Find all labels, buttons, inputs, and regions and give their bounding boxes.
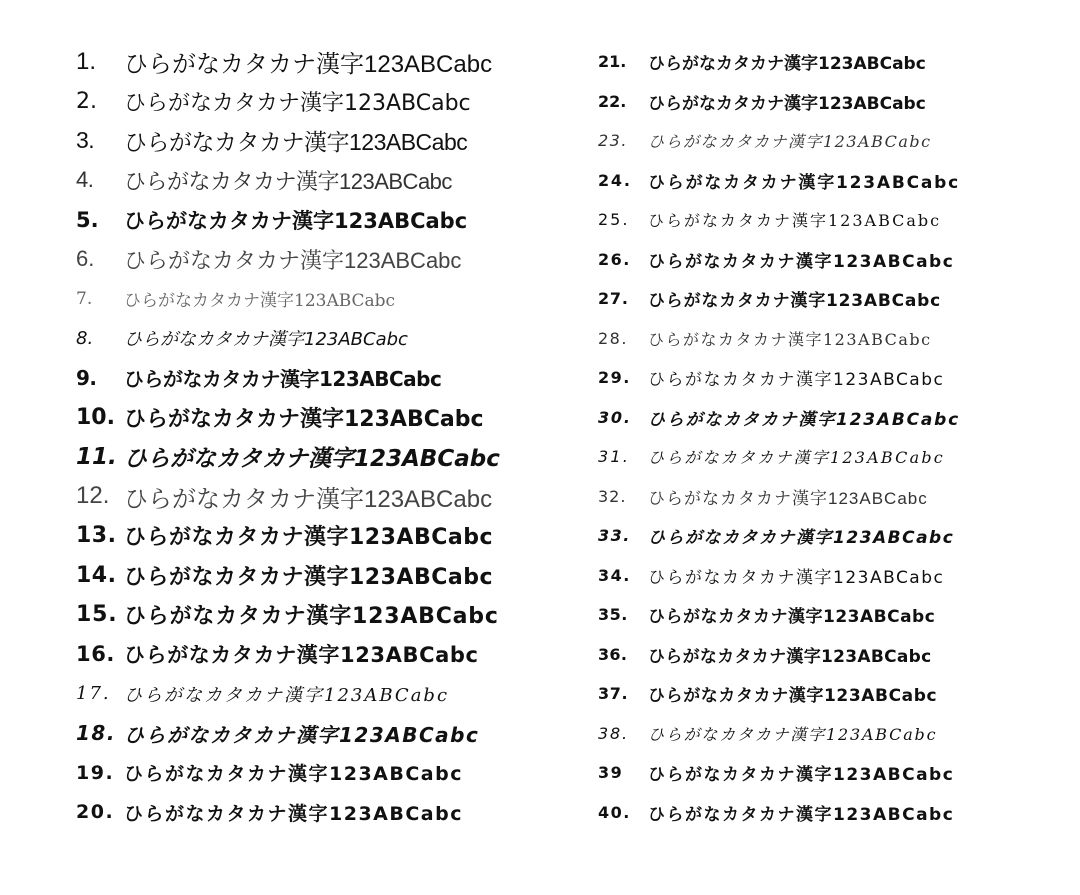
sample-text: ひらがなカタカナ漢字123ABCabc [124, 564, 493, 590]
sample-text: ひらがなカタカナ漢字123ABCabc [648, 528, 955, 549]
font-sample-23 [598, 121, 998, 161]
sample-number: 8. [76, 327, 94, 349]
font-sample-29 [598, 358, 998, 398]
sample-number: 30. [598, 407, 632, 427]
sample-text: ひらがなカタカナ漢字123ABCabc [124, 525, 493, 551]
sample-number: 24. [598, 170, 632, 190]
sample-text: ひらがなカタカナ漢字123ABCabc [648, 686, 938, 707]
sample-text: ひらがなカタカナ漢字123ABCabc [648, 765, 955, 786]
sample-text: ひらがなカタカナ漢字123ABCabc [648, 607, 936, 628]
font-sample-31 [598, 437, 998, 477]
font-sample-5 [76, 200, 576, 240]
sample-number: 32. [598, 486, 627, 506]
sample-number: 27. [598, 289, 629, 309]
sample-number: 20. [76, 801, 115, 824]
sample-text: ひらがなカタカナ漢字123ABCabc [648, 804, 955, 825]
sample-number: 3. [76, 127, 95, 154]
font-sample-39 [598, 753, 998, 793]
font-sample-30 [598, 398, 998, 438]
font-sample-3 [76, 121, 576, 161]
sample-number: 9. [76, 365, 97, 390]
font-sample-17 [76, 674, 576, 714]
font-sample-9 [76, 358, 576, 398]
sample-text: ひらがなカタカナ漢字123ABCabc [648, 291, 941, 312]
sample-number: 37. [598, 684, 629, 704]
sample-number: 36. [598, 644, 628, 664]
sample-text: ひらがなカタカナ漢字123ABCabc [648, 54, 926, 75]
sample-number: 5. [76, 207, 99, 232]
sample-number: 31. [598, 447, 631, 467]
sample-text: ひらがなカタカナ漢字123ABCabc [124, 446, 500, 473]
sample-text: ひらがなカタカナ漢字123ABCabc [124, 643, 479, 668]
font-sample-15 [76, 595, 576, 635]
sample-number: 33. [598, 526, 631, 546]
font-sample-4 [76, 161, 576, 201]
font-sample-26 [598, 240, 998, 280]
font-sample-1 [76, 42, 576, 82]
sample-number: 21. [598, 52, 627, 72]
sample-number: 6. [76, 246, 95, 272]
sample-number: 14. [76, 562, 117, 588]
sample-text: ひらがなカタカナ漢字123ABCabc [124, 129, 468, 156]
sample-text: ひらがなカタカナ漢字123ABCabc [124, 367, 442, 392]
sample-text: ひらがなカタカナ漢字123ABCabc [648, 370, 945, 391]
sample-text: ひらがなカタカナ漢字123ABCabc [124, 684, 450, 706]
sample-text: ひらがなカタカナ漢字123ABCabc [124, 208, 468, 233]
font-sample-37 [598, 674, 998, 714]
font-sample-25 [598, 200, 998, 240]
sample-text: ひらがなカタカナ漢字123ABCabc [648, 132, 932, 152]
font-sample-38 [598, 714, 998, 754]
font-sample-12 [76, 477, 576, 517]
font-sample-27 [598, 279, 998, 319]
sample-text: ひらがなカタカナ漢字123ABCabc [648, 646, 932, 667]
sample-number: 17. [76, 683, 111, 705]
sample-number: 19. [76, 761, 115, 784]
sample-text: ひらがなカタカナ漢字123ABCabc [124, 722, 480, 747]
font-samples-right-column [598, 42, 998, 832]
sample-text: ひらがなカタカナ漢字123ABCabc [648, 211, 942, 231]
font-sample-33 [598, 516, 998, 556]
sample-text: ひらがなカタカナ漢字123ABCabc [124, 51, 493, 79]
sample-number: 16. [76, 642, 116, 667]
font-sample-8 [76, 319, 576, 359]
font-sample-7 [76, 279, 576, 319]
sample-number: 39 [598, 763, 624, 783]
sample-number: 11. [76, 443, 117, 470]
sample-text: ひらがなカタカナ漢字123ABCabc [648, 251, 955, 272]
font-sample-36 [598, 635, 998, 675]
sample-number: 10. [76, 404, 115, 430]
font-sample-32 [598, 477, 998, 517]
sample-text: ひらがなカタカナ漢字123ABCabc [124, 604, 499, 630]
sample-number: 2. [76, 88, 97, 114]
sample-number: 7. [76, 288, 93, 309]
sample-number: 25. [598, 210, 630, 230]
font-sample-35 [598, 595, 998, 635]
sample-text: ひらがなカタカナ漢字123ABCabc [124, 763, 463, 786]
sample-text: ひらがなカタカナ漢字123ABCabc [648, 329, 932, 349]
sample-number: 4. [76, 167, 94, 193]
font-samples-left-column [76, 42, 576, 832]
font-sample-6 [76, 240, 576, 280]
font-sample-34 [598, 556, 998, 596]
sample-text: ひらがなカタカナ漢字123ABCabc [124, 406, 484, 432]
font-sample-10 [76, 398, 576, 438]
sample-number: 34. [598, 565, 631, 585]
sample-number: 13. [76, 523, 117, 549]
sample-number: 29. [598, 368, 631, 388]
sample-number: 12. [76, 482, 110, 510]
font-sample-22 [598, 82, 998, 122]
sample-text: ひらがなカタカナ漢字123ABCabc [648, 488, 928, 508]
sample-text: ひらがなカタカナ漢字123ABCabc [648, 448, 945, 468]
sample-number: 26. [598, 249, 631, 269]
sample-number: 1. [76, 47, 97, 75]
sample-text: ひらがなカタカナ漢字123ABCabc [124, 247, 462, 273]
font-sample-21 [598, 42, 998, 82]
sample-number: 28. [598, 328, 628, 348]
font-sample-13 [76, 516, 576, 556]
sample-text: ひらがなカタカナ漢字123ABCabc [124, 168, 452, 194]
font-sample-40 [598, 793, 998, 833]
sample-number: 15. [76, 602, 118, 628]
font-sample-14 [76, 556, 576, 596]
sample-number: 23. [598, 131, 628, 151]
font-sample-20 [76, 793, 576, 833]
sample-number: 38. [598, 723, 629, 743]
sample-text: ひらがなカタカナ漢字123ABCabc [648, 409, 960, 430]
sample-text: ひらがなカタカナ漢字123ABCabc [648, 724, 938, 744]
font-sample-28 [598, 319, 998, 359]
font-sample-24 [598, 161, 998, 201]
sample-text: ひらがなカタカナ漢字123ABCabc [124, 291, 396, 312]
sample-text: ひらがなカタカナ漢字123ABCabc [124, 329, 408, 351]
sample-text: ひらがなカタカナ漢字123ABCabc [648, 567, 945, 588]
font-sample-16 [76, 635, 576, 675]
sample-number: 18. [76, 721, 116, 746]
sample-text: ひらがなカタカナ漢字123ABCabc [124, 90, 471, 116]
sample-text: ひらがなカタカナ漢字123ABCabc [124, 485, 493, 513]
font-sample-18 [76, 714, 576, 754]
font-sample-19 [76, 753, 576, 793]
sample-number: 40. [598, 802, 631, 822]
sample-text: ひらがなカタカナ漢字123ABCabc [648, 172, 960, 193]
sample-text: ひらがなカタカナ漢字123ABCabc [124, 802, 463, 825]
sample-text: ひらがなカタカナ漢字123ABCabc [648, 93, 926, 114]
font-sample-2 [76, 82, 576, 122]
sample-number: 22. [598, 91, 627, 111]
sample-number: 35. [598, 605, 628, 625]
font-sample-11 [76, 437, 576, 477]
